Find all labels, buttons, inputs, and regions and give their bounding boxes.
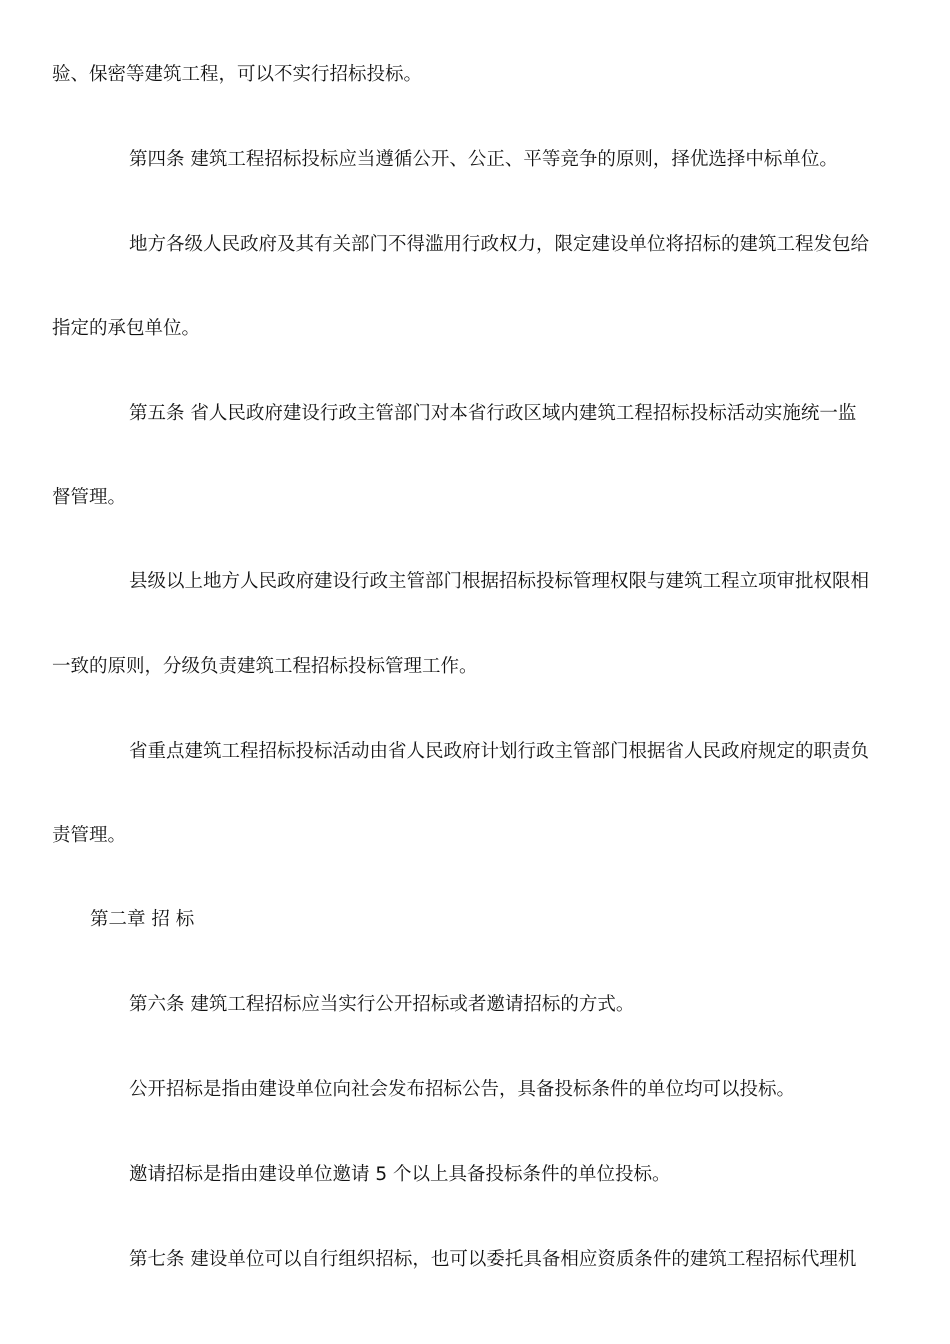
paragraph-line: 公开招标是指由建设单位向社会发布招标公告，具备投标条件的单位均可以投标。	[129, 1079, 796, 1100]
paragraph-line-continuation: 验、保密等建筑工程，可以不实行招标投标。	[52, 64, 423, 85]
paragraph-line: 县级以上地方人民政府建设行政主管部门根据招标投标管理权限与建筑工程立项审批权限相	[129, 571, 870, 592]
paragraph-article-5: 第五条 省人民政府建设行政主管部门对本省行政区域内建筑工程招标投标活动实施统一监	[129, 403, 857, 424]
paragraph-line: 一致的原则，分级负责建筑工程招标投标管理工作。	[52, 656, 478, 677]
paragraph-line: 督管理。	[52, 487, 127, 508]
paragraph-article-6: 第六条 建筑工程招标应当实行公开招标或者邀请招标的方式。	[129, 994, 635, 1015]
paragraph-article-7: 第七条 建设单位可以自行组织招标，也可以委托具备相应资质条件的建筑工程招标代理机	[129, 1249, 857, 1270]
paragraph-line: 邀请招标是指由建设单位邀请 5 个以上具备投标条件的单位投标。	[129, 1164, 671, 1185]
paragraph-line: 指定的承包单位。	[52, 318, 201, 339]
paragraph-article-4: 第四条 建筑工程招标投标应当遵循公开、公正、平等竞争的原则，择优选择中标单位。	[129, 149, 838, 170]
chapter-heading: 第二章 招 标	[90, 909, 195, 930]
paragraph-line: 责管理。	[52, 825, 127, 846]
paragraph-line: 地方各级人民政府及其有关部门不得滥用行政权力，限定建设单位将招标的建筑工程发包给	[129, 234, 870, 255]
paragraph-line: 省重点建筑工程招标投标活动由省人民政府计划行政主管部门根据省人民政府规定的职责负	[129, 741, 870, 762]
